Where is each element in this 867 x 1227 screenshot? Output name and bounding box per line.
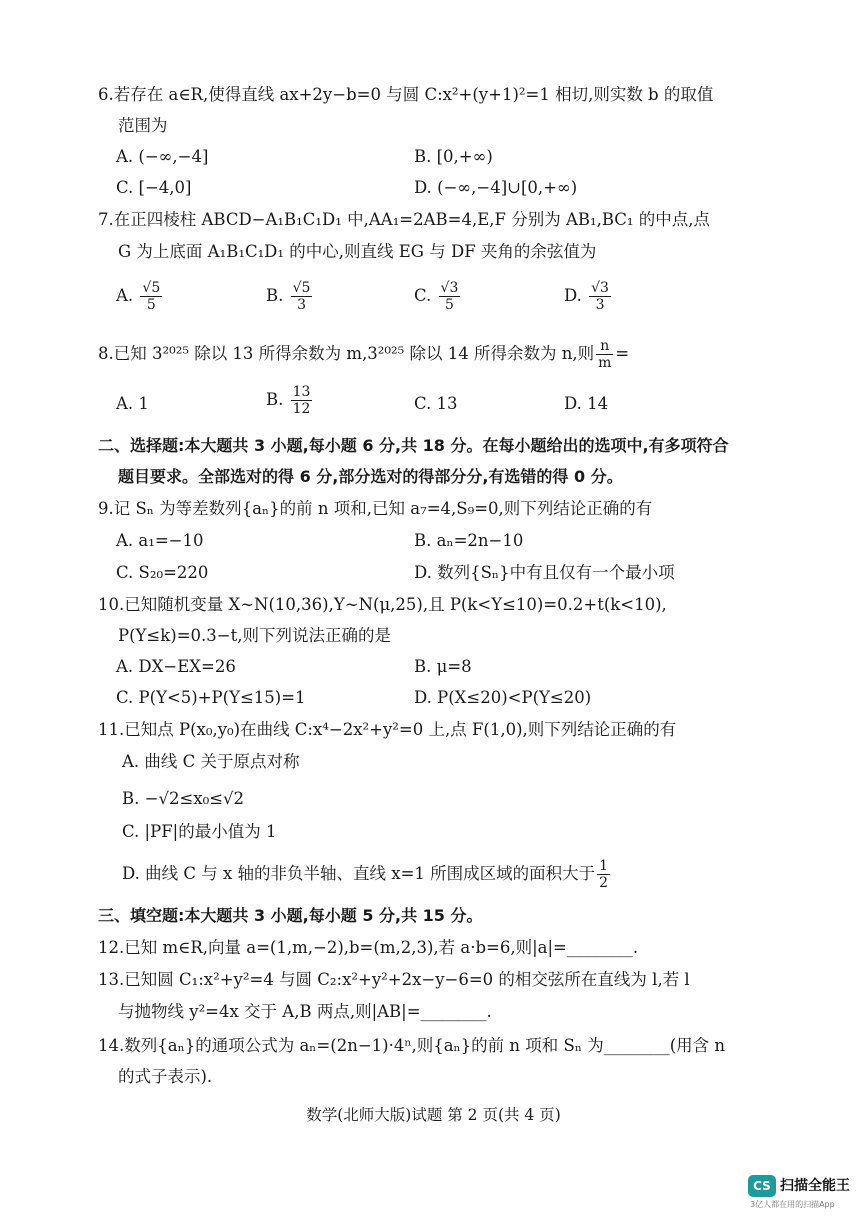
q7-option-a-label: A. xyxy=(116,286,134,305)
q10-option-c: C. P(Y<5)+P(Y≤15)=1 xyxy=(116,688,306,707)
q14-stem-line1: 14.数列{aₙ}的通项公式为 aₙ=(2n−1)·4ⁿ,则{aₙ}的前 n 项和 Sₙ 为________(用含 n xyxy=(98,1036,726,1055)
q8-option-b xyxy=(266,384,314,417)
q13-stem-line1: 13.已知圆 C₁:x²+y²=4 与圆 C₂:x²+y²+2x−y−6=0 的相交弦所在直线为 l,若 l xyxy=(98,970,690,989)
q7-option-c xyxy=(414,280,462,313)
q8-option-d: D. 14 xyxy=(564,394,609,413)
q9-option-a: A. a₁=−10 xyxy=(116,531,204,550)
q7-a-denominator: 5 xyxy=(146,297,156,313)
q7-stem-line2: G 为上底面 A₁B₁C₁D₁ 的中心,则直线 EG 与 DF 夹角的余弦值为 xyxy=(118,242,597,261)
q8-option-b-fraction xyxy=(291,384,313,417)
q8-option-b-label: B. xyxy=(266,390,284,409)
q7-option-b-fraction xyxy=(291,280,313,313)
q6-stem-line1: 6.若存在 a∈R,使得直线 ax+2y−b=0 与圆 C:x²+(y+1)²=1 相切,则实数 b 的取值 xyxy=(98,85,714,104)
q9-option-d: D. 数列{Sₙ}中有且仅有一个最小项 xyxy=(414,563,675,582)
q7-d-numerator: √3 xyxy=(591,280,609,296)
q8-b-numerator: 13 xyxy=(292,384,311,400)
scanner-app-name: 扫描全能王 xyxy=(780,1178,850,1194)
q7-d-denominator: 3 xyxy=(595,297,605,313)
q7-option-d-label: D. xyxy=(564,286,582,305)
q7-option-d xyxy=(564,280,613,313)
q12-stem: 12.已知 m∈R,向量 a=(1,m,−2),b=(m,2,3),若 a·b=6,则|a|=________. xyxy=(98,938,639,957)
q8-option-a: A. 1 xyxy=(116,394,149,413)
q10-stem-line1: 10.已知随机变量 X∼N(10,36),Y∼N(μ,25),且 P(k<Y≤10)=0.2+t(k<10), xyxy=(98,595,667,614)
q8-option-c: C. 13 xyxy=(414,394,458,413)
q8-stem-text: 8.已知 3²⁰²⁵ 除以 13 所得余数为 m,3²⁰²⁵ 除以 14 所得余数为 n,则 xyxy=(98,344,595,363)
q7-option-b-label: B. xyxy=(266,286,284,305)
q10-option-b: B. μ=8 xyxy=(414,657,472,676)
q8-fraction xyxy=(596,338,613,371)
q11-option-a: A. 曲线 C 关于原点对称 xyxy=(122,752,300,771)
q7-option-b xyxy=(266,280,314,313)
q11-option-d xyxy=(122,858,612,891)
q8-stem xyxy=(98,338,807,371)
q11-d-denominator: 2 xyxy=(599,875,609,891)
q6-stem-line2: 范围为 xyxy=(118,116,168,135)
q6-option-c: C. [−4,0] xyxy=(116,178,192,197)
q7-option-c-fraction xyxy=(439,280,461,313)
q10-option-a: A. DX−EX=26 xyxy=(116,657,236,676)
q11-d-numerator: 1 xyxy=(599,858,609,874)
q11-stem: 11.已知点 P(x₀,y₀)在曲线 C:x⁴−2x²+y²=0 上,点 F(1,0),则下列结论正确的有 xyxy=(98,720,677,739)
q9-option-b: B. aₙ=2n−10 xyxy=(414,531,524,550)
q7-b-numerator: √5 xyxy=(292,280,311,296)
q7-option-c-label: C. xyxy=(414,286,432,305)
q8-denominator: m xyxy=(598,355,612,371)
q9-option-c: C. S₂₀=220 xyxy=(116,563,209,582)
q14-stem-line2: 的式子表示). xyxy=(118,1067,213,1086)
page-footer: 数学(北师大版)试题 第 2 页(共 4 页) xyxy=(306,1106,561,1124)
q7-c-numerator: √3 xyxy=(440,280,459,296)
q7-a-numerator: √5 xyxy=(142,280,161,296)
q6-option-a: A. (−∞,−4] xyxy=(116,147,209,166)
q7-option-a xyxy=(116,280,164,313)
section2-header-line1: 二、选择题:本大题共 3 小题,每小题 6 分,共 18 分。在每小题给出的选项中,有多项符合 xyxy=(98,436,729,455)
q8-stem-end: = xyxy=(615,344,630,363)
section2-header-line2: 题目要求。全部选对的得 6 分,部分选对的得部分分,有选错的得 0 分。 xyxy=(118,467,623,486)
q8-b-denominator: 12 xyxy=(292,401,311,417)
q11-option-d-fraction xyxy=(597,858,610,891)
section3-header: 三、填空题:本大题共 3 小题,每小题 5 分,共 15 分。 xyxy=(98,906,483,925)
q9-stem: 9.记 Sₙ 为等差数列{aₙ}的前 n 项和,已知 a₇=4,S₉=0,则下列结论正确的有 xyxy=(98,499,653,518)
scanner-slogan: 3亿人都在用的扫描App xyxy=(750,1200,835,1209)
q7-c-denominator: 5 xyxy=(445,297,454,313)
q7-option-a-fraction xyxy=(140,280,162,313)
q6-option-d: D. (−∞,−4]∪[0,+∞) xyxy=(414,178,578,197)
q11-option-c: C. |PF|的最小值为 1 xyxy=(122,822,277,841)
q7-stem-line1: 7.在正四棱柱 ABCD−A₁B₁C₁D₁ 中,AA₁=2AB=4,E,F 分别为 AB₁,BC₁ 的中点,点 xyxy=(98,210,711,229)
q7-b-denominator: 3 xyxy=(297,297,306,313)
q7-option-d-fraction xyxy=(589,280,611,313)
q10-stem-line2: P(Y≤k)=0.3−t,则下列说法正确的是 xyxy=(118,626,391,645)
q13-stem-line2: 与抛物线 y²=4x 交于 A,B 两点,则|AB|=________. xyxy=(118,1002,492,1021)
q6-option-b: B. [0,+∞) xyxy=(414,147,493,166)
q11-option-d-text: D. 曲线 C 与 x 轴的非负半轴、直线 x=1 所围成区域的面积大于 xyxy=(122,864,596,883)
q8-numerator: n xyxy=(596,338,613,355)
scanner-logo-icon: CS xyxy=(748,1175,776,1197)
scanner-watermark xyxy=(748,1175,858,1215)
q11-option-b: B. −√2≤x₀≤√2 xyxy=(122,789,245,808)
q10-option-d: D. P(X≤20)<P(Y≤20) xyxy=(414,688,592,707)
